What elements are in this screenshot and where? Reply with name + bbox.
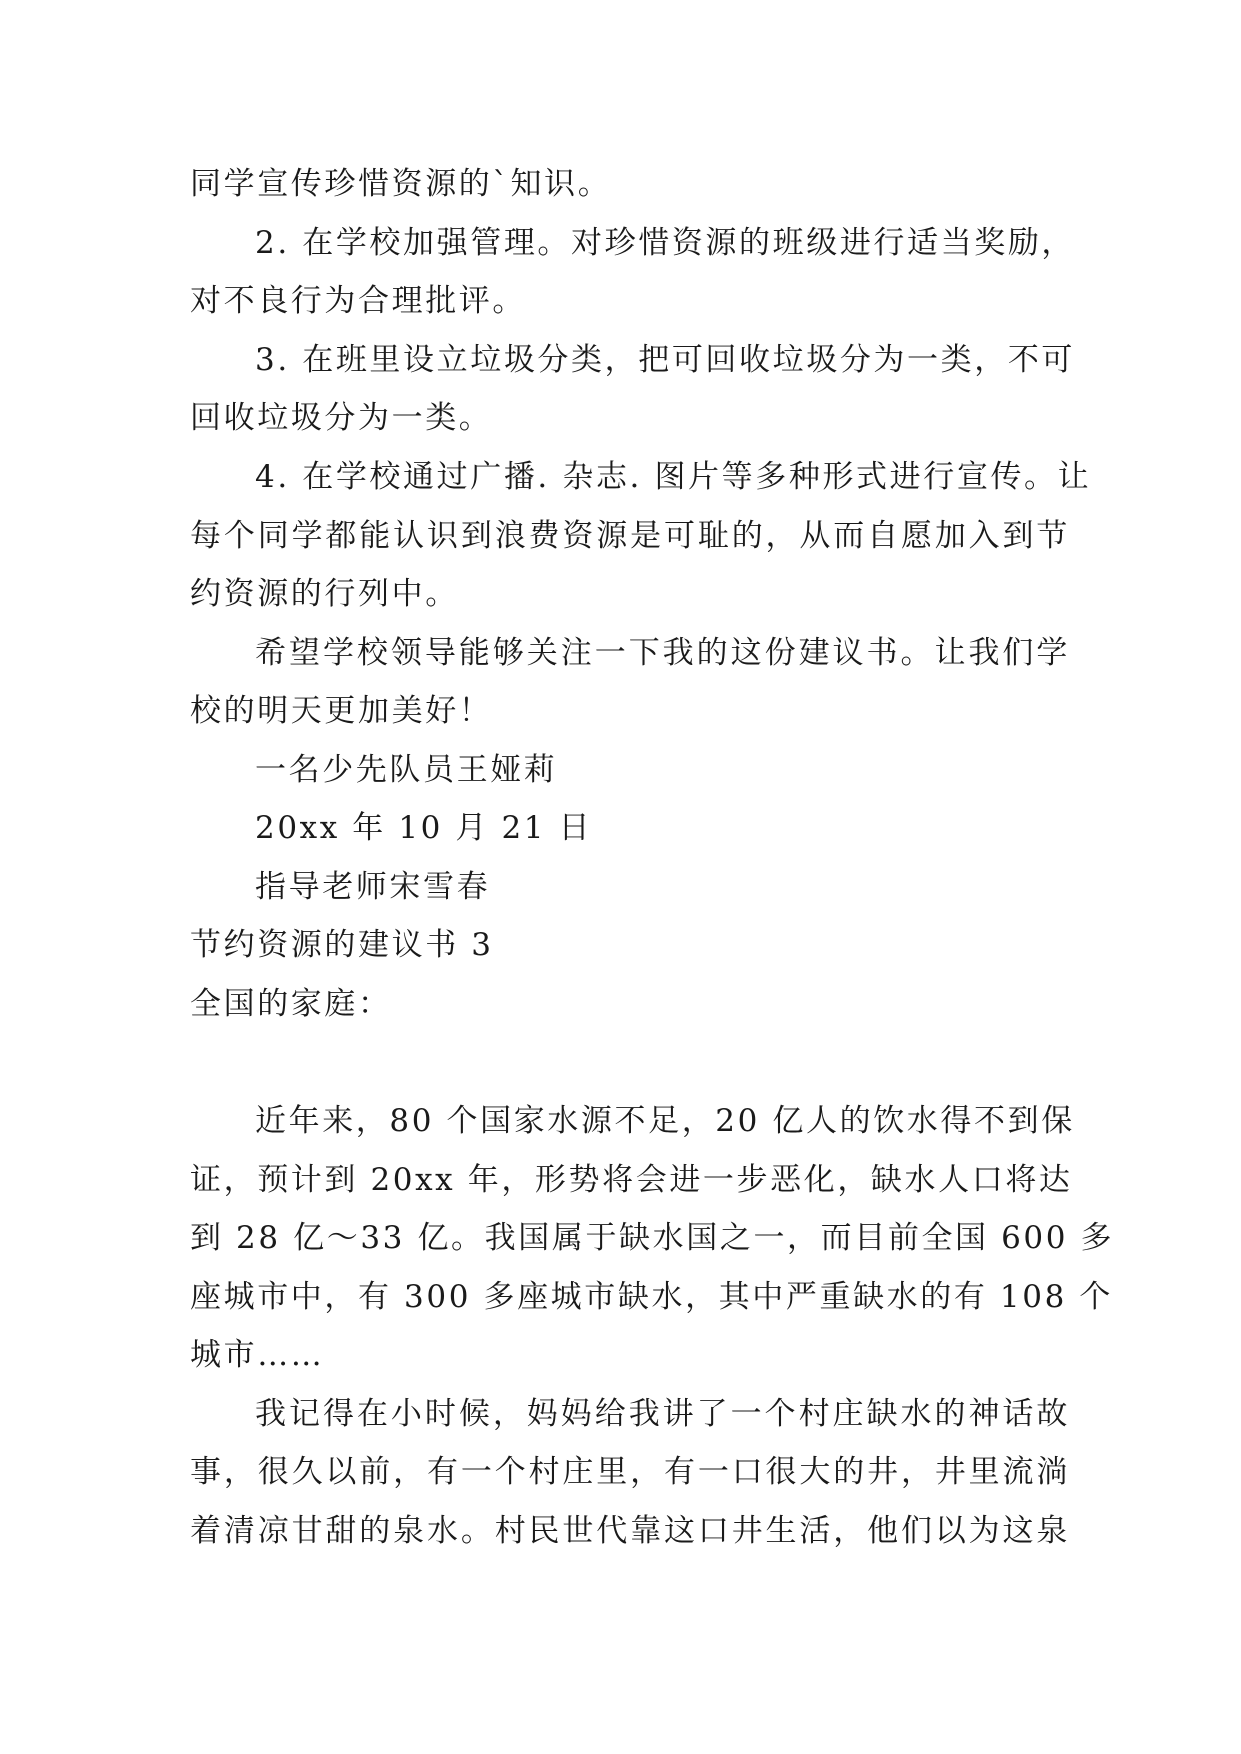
salutation: 全国的家庭：	[190, 986, 392, 1022]
text-line: 2. 在学校加强管理。对珍惜资源的班级进行适当奖励，	[255, 225, 1076, 261]
text-line: 我记得在小时候，妈妈给我讲了一个村庄缺水的神话故	[255, 1396, 1070, 1432]
text-line: 对不良行为合理批评。	[190, 283, 526, 319]
text-line: 到 28 亿～33 亿。我国属于缺水国之一，而目前全国 600 多	[190, 1220, 1115, 1256]
text-line: 座城市中，有 300 多座城市缺水，其中严重缺水的有 108 个	[190, 1279, 1113, 1315]
advisor-line: 指导老师宋雪春	[255, 869, 491, 905]
date-line: 20xx 年 10 月 21 日	[255, 810, 593, 846]
text-line: 4. 在学校通过广播. 杂志. 图片等多种形式进行宣传。让	[255, 459, 1092, 495]
text-line: 每个同学都能认识到浪费资源是可耻的，从而自愿加入到节	[190, 518, 1070, 554]
text-line: 约资源的行列中。	[190, 576, 459, 612]
text-line: 证，预计到 20xx 年，形势将会进一步恶化，缺水人口将达	[190, 1162, 1073, 1198]
text-line: 校的明天更加美好！	[190, 693, 493, 729]
text-line: 3. 在班里设立垃圾分类，把可回收垃圾分为一类，不可	[255, 342, 1076, 378]
signature-line: 一名少先队员王娅莉	[255, 752, 558, 788]
text-line: 希望学校领导能够关注一下我的这份建议书。让我们学	[255, 635, 1070, 671]
text-line: 事，很久以前，有一个村庄里，有一口很大的井，井里流淌	[190, 1454, 1070, 1490]
text-line: 回收垃圾分为一类。	[190, 400, 493, 436]
text-line: 近年来，80 个国家水源不足，20 亿人的饮水得不到保	[255, 1103, 1075, 1139]
section-title: 节约资源的建议书 3	[190, 927, 494, 963]
text-line: 着清凉甘甜的泉水。村民世代靠这口井生活，他们以为这泉	[190, 1513, 1070, 1549]
text-line: 城市……	[190, 1337, 325, 1373]
text-line: 同学宣传珍惜资源的`知识。	[190, 166, 612, 202]
